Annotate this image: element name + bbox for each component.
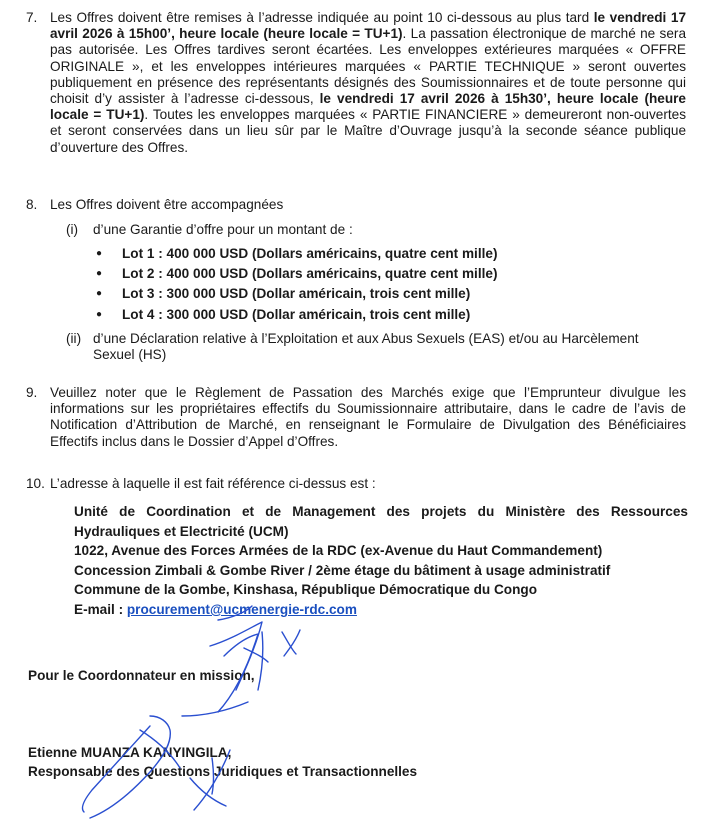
- item-number: 9.: [26, 385, 38, 400]
- signatory-for-line: Pour le Coordonnateur en mission,: [28, 668, 255, 683]
- signatory-name: Etienne MUANZA KANYINGILA,: [28, 745, 232, 760]
- item-7: [26, 10, 686, 156]
- sub-item-label: (i): [66, 222, 79, 237]
- text-run: . Toutes les enveloppes marquées « PARTIE FINANCIERE » demeureront non-ouvertes et seront conservées dans un lieu sûr par le Maître d’Ouvrage jusqu’à la seconde séance publique d’ouverture des Offres.: [50, 107, 687, 155]
- item-text: Les Offres doivent être accompagnées: [50, 197, 284, 212]
- deadline-submission: le vendredi 17 avril 2026 à 15h00’, heure locale (heure locale = TU+1): [50, 10, 687, 42]
- item-number: 8.: [26, 197, 38, 212]
- item-text: Veuillez noter que le Règlement de Passation des Marchés exige que l’Emprunteur divulgue les informations sur les propriétaires effectifs du Soumissionnaire attributaire, dans le cadre de l’avis de Notification d’Attribution de Marché, en renseignant le Formulaire de Divulgation des Bénéficiaires Effectifs inclus dans le Dossier d’Appel d’Offres.: [50, 385, 686, 449]
- lot-item: ● Lot 1 : 400 000 USD (Dollars américains, quatre cent mille): [96, 244, 497, 264]
- item-number: 7.: [26, 10, 38, 25]
- lot-item: ● Lot 2 : 400 000 USD (Dollars américains, quatre cent mille): [96, 264, 497, 284]
- email-line: [74, 600, 688, 620]
- address-line: Commune de la Gombe, Kinshasa, République Démocratique du Congo: [74, 582, 537, 598]
- item-8: [26, 197, 686, 213]
- item-text: [50, 10, 686, 156]
- deadline-opening: le vendredi 17 avril 2026 à 15h30’, heure locale (heure locale = TU+1): [50, 91, 686, 123]
- item-9: [26, 385, 686, 450]
- item-text: L’adresse à laquelle il est fait référence ci-dessus est :: [50, 476, 376, 491]
- email-label: E-mail :: [74, 601, 127, 617]
- text-run: Les Offres doivent être remises à l’adresse indiquée au point 10 ci-dessous au plus tard: [50, 10, 594, 25]
- sub-item-ii: [66, 331, 656, 363]
- lot-list: [96, 244, 497, 325]
- address-line: Hydrauliques et Electricité (UCM): [74, 523, 289, 539]
- signatory-title: Responsable des Questions Juridiques et Transactionnelles: [28, 764, 418, 779]
- email-link[interactable]: procurement@ucmenergie-rdc.com: [126, 601, 357, 617]
- address-line: 1022, Avenue des Forces Armées de la RDC (ex-Avenue du Haut Commandement): [74, 543, 603, 559]
- address-line: Concession Zimbali & Gombe River / 2ème étage du bâtiment à usage administratif: [74, 562, 611, 578]
- lot-item: ● Lot 3 : 300 000 USD (Dollar américain, trois cent mille): [96, 284, 497, 304]
- sub-item-text: d’une Garantie d’offre pour un montant de :: [93, 222, 353, 237]
- sub-item-i: [66, 222, 646, 238]
- address-block: [74, 502, 688, 620]
- sub-item-text: d’une Déclaration relative à l’Exploitation et aux Abus Sexuels (EAS) et/ou au Harcèlement Sexuel (HS): [93, 331, 639, 363]
- lot-item: ● Lot 4 : 300 000 USD (Dollar américain, trois cent mille): [96, 305, 497, 325]
- sub-item-label: (ii): [66, 331, 82, 346]
- text-run: . La passation électronique de marché ne sera pas autorisée. Les Offres tardives seront écartées. Les enveloppes extérieures marquées « OFFRE ORIGINALE », et les enveloppes intérieures marquées « PARTIE TECHNIQUE » seront ouvertes publiquement en présence des représentants désignés des Soumissionnaires et de toute personne qui choisit d’y assister à l’adresse ci-dessous,: [50, 26, 687, 107]
- item-10: [26, 476, 686, 492]
- item-number: 10.: [26, 476, 45, 491]
- address-line: Unité de Coordination et de Management des projets du Ministère des Ressources: [74, 504, 688, 519]
